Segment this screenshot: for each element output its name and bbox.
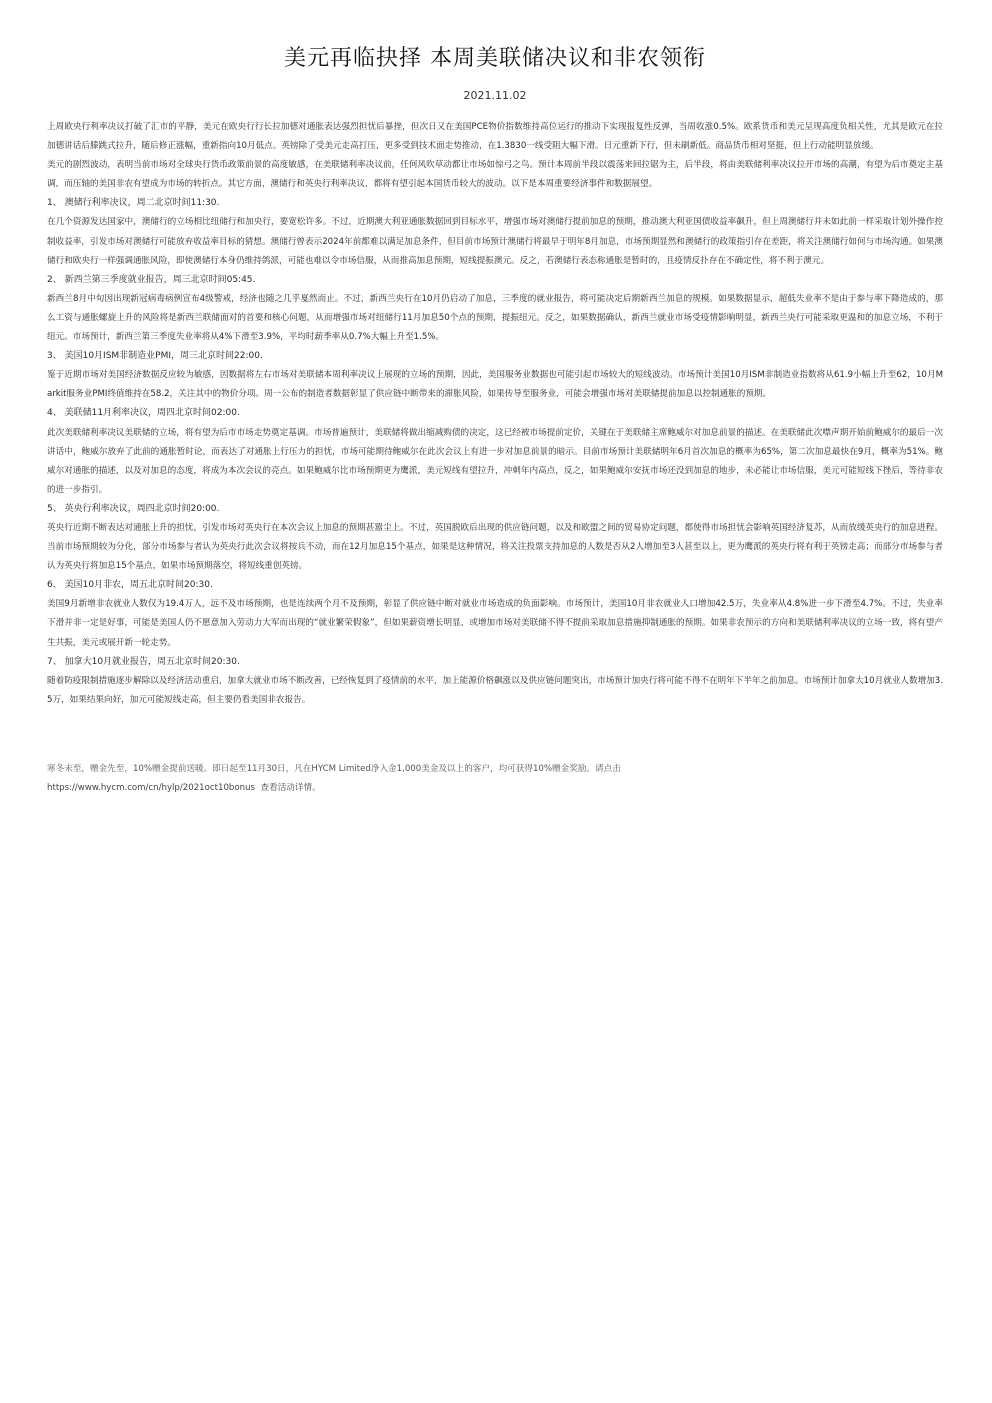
paragraph-nfp: 美国9月新增非农就业人数仅为19.4万人，远不及市场预期，也是连续两个月不及预期，彰显了供应链中断对就业市场造成的负面影响。市场预计，美国10月非农就业人口增加42.5万，失业率从4.8%进一步下滑至4.7%。不过，失业率下滑并非一定是好事，可能是美国人仍不愿意加入劳动力大军而出现的“就业繁荣假象”，但如果薪资增长明显，或增加市场对美联储不得不提前采取加息措施抑制通胀的预期。如果非农预示的方向和美联储利率决议的立场一致，将有望产生共振，美元或展开新一轮走势。 — [47, 599, 943, 648]
section-heading-fomc: 4、 美联储11月利率决议，周四北京时间02:00. — [47, 408, 240, 419]
document-page — [47, 0, 943, 798]
section-heading-canada-employment: 7、 加拿大10月就业报告，周五北京时间20:30. — [47, 656, 240, 667]
promo-link[interactable]: https://www.hycm.com/cn/hylp/2021oct10bonus — [47, 783, 256, 793]
document-title: 美元再临抉择 本周美联储决议和非农领衔 — [284, 46, 706, 71]
paragraph-fomc: 此次美联储利率决议美联储的立场，将有望为后市市场走势奠定基调。市场普遍预计，美联储将做出缩减购债的决定，这已经被市场提前定价，关键在于美联储主席鲍威尔对加息前景的描述。在美联储此次噤声期开始前鲍威尔的最后一次讲话中，鲍威尔放弃了此前的通胀暂时论，而表达了对通胀上行压力的担忧，市场可能期待鲍威尔在此次会议上有进一步对加息前景的暗示。目前市场预计美联储明年6月首次加息的概率为65%，第二次加息最快在9月，概率为51%。鲍威尔对通胀的描述，以及对加息的态度，将成为本次会议的亮点。如果鲍威尔比市场预期更为鹰派，美元短线有望拉升，冲刺年内高点，反之，如果鲍威尔安抚市场还没到加息的地步，未必能让市场信服，美元可能短线下挫后，等待非农的进一步指引。 — [47, 427, 943, 495]
paragraph-boe: 英央行近期不断表达对通胀上升的担忧，引发市场对英央行在本次会议上加息的预期甚嚣尘上。不过，英国脱欧后出现的供应链问题，以及和欧盟之间的贸易协定问题，都使得市场担忧会影响英国经济复苏，从而放缓英央行的加息进程。当前市场预期较为分化，部分市场参与者认为英央行此次会议将按兵不动，而在12月加息15个基点，如果是这种情况，将关注投票支持加息的人数是否从2人增加至3人甚至以上，更为鹰派的英央行将有利于英镑走高；而部分市场参与者认为英央行将加息15个基点，如果市场预期落空，将短线重创英镑。 — [47, 522, 943, 572]
document-date: 2021.11.02 — [463, 89, 527, 102]
article-body — [47, 118, 943, 710]
paragraph-rba: 在几个资源发达国家中，澳储行的立场相比纽储行和加央行，要宽松许多。不过，近期澳大利亚通胀数据回到目标水平，增强市场对澳储行提前加息的预期，推动澳大利亚国债收益率飙升，但上周澳储行并未如此前一样采取计划外操作控制收益率，引发市场对澳储行可能放弃收益率目标的猜想。澳储行曾表示2024年前都难以满足加息条件，但目前市场预计澳储行将最早于明年8月加息，市场预期显然和澳储行的政策指引存在差距，将关注澳储行如何与市场沟通。如果澳储行和欧央行一样强调通胀风险，即使澳储行本身仍维持鸽派，可能也难以令市场信服，从而推高加息预期，短线提振澳元。反之，若澳储行表态称通胀是暂时的，且疫情反扑存在不确定性，将不利于澳元。 — [47, 217, 943, 266]
paragraph-intro-1: 上周欧央行利率决议打破了汇市的平静，美元在欧央行行长拉加德对通胀表达强烈担忧后暴挫，但次日又在美国PCE物价指数维持高位运行的推动下实现报复性反弹，当周收涨0.5%。欧系货币和美元呈现高度负相关性，尤其是欧元在拉加德讲话后滕跳式拉升，随后修正涨幅，重新指向10月低点。英镑除了受美元走高打压，更多受到技术面走势推动，在1.3830一线受阻大幅下滑。日元重新下行，但未刷新低。商品货币相对坚挺，但上行动能明显放缓。 — [47, 122, 943, 152]
section-heading-nfp: 6、 美国10月非农，周五北京时间20:30. — [47, 580, 213, 591]
promo-footer — [47, 760, 943, 798]
promo-link-line — [47, 779, 943, 798]
section-heading-rba: 1、 澳储行利率决议，周二北京时间11:30. — [47, 198, 220, 209]
paragraph-canada-employment: 随着防疫限制措施逐步解除以及经济活动重启，加拿大就业市场不断改善，已经恢复到了疫情前的水平，加上能源价格飙涨以及供应链问题突出，市场预计加央行将可能不得不在明年下半年之前加息。市场预计加拿大10月就业人数增加3.5万，如果结果向好，加元可能短线走高，但主要仍看美国非农报告。 — [47, 675, 943, 705]
promo-suffix: 查看活动详情。 — [260, 783, 321, 793]
section-heading-boe: 5、 英央行利率决议，周四北京时间20:00. — [47, 503, 220, 514]
section-heading-nz-employment: 2、 新西兰第三季度就业报告，周三北京时间05:45. — [47, 274, 256, 285]
paragraph-ism: 鉴于近期市场对美国经济数据反应较为敏感，因数据将左右市场对美联储本周利率决议上展现的立场的预期，因此，美国服务业数据也可能引起市场较大的短线波动。市场预计美国10月ISM非制造业指数将从61.9小幅上升至62，10月Markit服务业PMI终值维持在58.2，关注其中的物价分项。周一公布的制造者数据彰显了供应链中断带来的滞胀风险，如果传导至服务业，可能会增强市场对美联储提前加息以控制通胀的预期。 — [47, 370, 943, 400]
promo-text: 寒冬未至，赠金先至，10%赠金提前送暖。即日起至11月30日，凡在HYCM Limited净入金1,000美金及以上的客户，均可获得10%赠金奖励。请点击 — [47, 763, 621, 774]
paragraph-intro-2: 美元的剧烈波动，表明当前市场对全球央行货币政策前景的高度敏感，在美联储利率决议前，任何风吹草动都让市场如惊弓之鸟。预计本周前半段以震荡来回拉锯为主，后半段，将由美联储利率决议拉开市场的高潮，有望为后市奠定主基调，而压轴的美国非农有望成为市场的转折点。其它方面，澳储行和英央行利率决议，都将有望引起本国货币较大的波动。以下是本周重要经济事件和数据展望。 — [47, 160, 943, 190]
section-heading-ism: 3、 美国10月ISM非制造业PMI，周三北京时间22:00. — [47, 351, 263, 362]
paragraph-nz-employment: 新西兰8月中旬因出现新冠病毒病例宣布4级警戒，经济也随之几乎戛然而止。不过，新西兰央行在10月仍启动了加息，三季度的就业报告，将可能决定后期新西兰加息的规模。如果数据显示，超低失业率不是由于参与率下降造成的，那么工资与通胀螺旋上升的风险将是新西兰联储面对的首要和核心问题，从而增强市场对纽储行11月加息50个点的预期，提振纽元。反之，如果数据确认，新西兰就业市场受疫情影响明显，新西兰央行可能采取更温和的加息立场，不利于纽元。市场预计，新西兰第三季度失业率将从4%下滑至3.9%，平均时薪季率从0.7%大幅上升至1.5%。 — [47, 293, 943, 343]
